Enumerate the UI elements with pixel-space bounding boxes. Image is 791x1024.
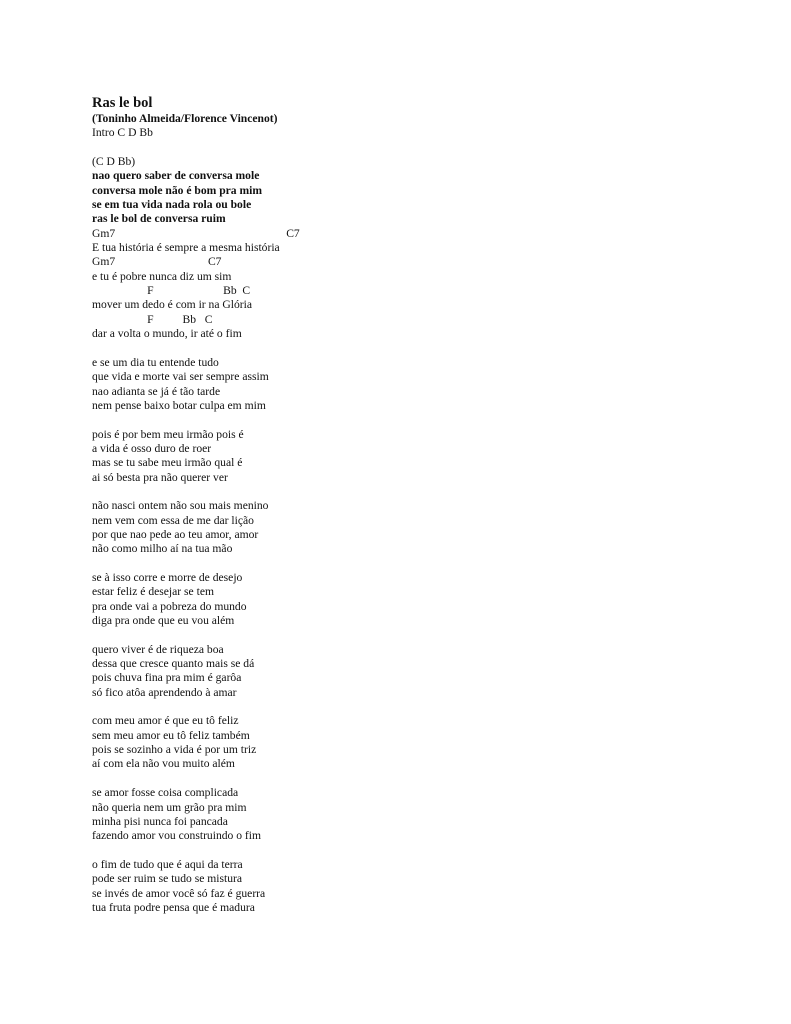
song-credits: (Toninho Almeida/Florence Vincenot) xyxy=(92,112,278,125)
lyric-line: e tu é pobre nunca diz um sim xyxy=(92,269,232,283)
lyric-line: quero viver é de riqueza boa xyxy=(92,642,224,656)
lyric-line: sem meu amor eu tô feliz também xyxy=(92,728,250,742)
lyric-line: minha pisi nunca foi pancada xyxy=(92,814,228,828)
stanza-gap xyxy=(92,844,732,858)
lyric-line: se à isso corre e morre de desejo xyxy=(92,571,243,584)
stanza xyxy=(92,356,732,413)
stanza xyxy=(92,858,732,915)
lyric-line: pois se sozinho a vida é por um triz xyxy=(92,743,257,757)
stanza xyxy=(92,786,732,843)
lyric-line: se invés de amor você só faz é guerra xyxy=(92,886,266,900)
stanza-gap xyxy=(92,557,732,571)
lyric-line: diga pra onde que eu vou além xyxy=(92,614,235,628)
lyric-line: e se um dia tu entende tudo xyxy=(92,355,219,369)
lyric-line: dessa que cresce quanto mais se dá xyxy=(92,657,255,671)
lyric-line: Gm7 C7 xyxy=(92,255,222,269)
lyric-line: não queria nem um grão pra mim xyxy=(92,800,247,814)
stanza xyxy=(92,428,732,485)
lyric-line: mas se tu sabe meu irmão qual é xyxy=(92,456,243,470)
song-sheet xyxy=(92,94,732,915)
lyric-line: (C D Bb) xyxy=(92,155,136,169)
lyric-line: não nasci ontem não sou mais menino xyxy=(92,499,269,513)
song-intro: Intro C D Bb xyxy=(92,126,153,140)
lyric-line: tua fruta podre pensa que é madura xyxy=(92,900,255,914)
lyric-line: nao quero saber de conversa mole xyxy=(92,169,260,183)
stanza-gap xyxy=(92,700,732,714)
lyric-line: aí com ela não vou muito além xyxy=(92,757,235,771)
stanza-gap xyxy=(92,772,732,786)
lyric-line: por que nao pede ao teu amor, amor xyxy=(92,527,259,541)
lyric-line: nem vem com essa de me dar lição xyxy=(92,513,254,527)
lyric-line: estar feliz é desejar se tem xyxy=(92,585,214,599)
song-title: Ras le bol xyxy=(92,95,153,111)
lyric-line: F Bb C xyxy=(92,284,251,298)
stanza-gap xyxy=(92,628,732,642)
lyrics-body xyxy=(92,155,732,915)
lyric-line: nem pense baixo botar culpa em mim xyxy=(92,398,266,412)
lyric-line: a vida é osso duro de roer xyxy=(92,441,212,455)
stanza-gap xyxy=(92,413,732,427)
stanza-gap xyxy=(92,342,732,356)
lyric-line: Gm7 C7 xyxy=(92,226,300,240)
lyric-line: mover um dedo é com ir na Glória xyxy=(92,298,253,312)
lyric-line: pode ser ruim se tudo se mistura xyxy=(92,872,243,886)
stanza-gap xyxy=(92,141,732,155)
lyric-line: com meu amor é que eu tô feliz xyxy=(92,714,239,728)
lyric-line: pois chuva fina pra mim é garôa xyxy=(92,671,242,685)
lyric-line: pra onde vai a pobreza do mundo xyxy=(92,599,247,613)
lyric-line: dar a volta o mundo, ir até o fim xyxy=(92,327,242,341)
stanza xyxy=(92,155,732,341)
stanza xyxy=(92,714,732,771)
lyric-line: só fico atôa aprendendo à amar xyxy=(92,685,237,699)
lyric-line: fazendo amor vou construindo o fim xyxy=(92,829,262,843)
lyric-line: ai só besta pra não querer ver xyxy=(92,470,228,484)
lyric-line: pois é por bem meu irmão pois é xyxy=(92,427,244,441)
stanza xyxy=(92,571,732,628)
lyric-line: F Bb C xyxy=(92,312,213,326)
lyric-line: conversa mole não é bom pra mim xyxy=(92,183,263,197)
lyric-line: nao adianta se já é tão tarde xyxy=(92,384,221,398)
lyric-line: o fim de tudo que é aqui da terra xyxy=(92,857,243,871)
stanza-gap xyxy=(92,485,732,499)
lyric-line: E tua história é sempre a mesma história xyxy=(92,241,280,255)
lyric-line: se amor fosse coisa complicada xyxy=(92,786,239,800)
stanza xyxy=(92,643,732,700)
stanza xyxy=(92,499,732,556)
lyric-line: se em tua vida nada rola ou bole xyxy=(92,198,252,212)
lyric-line: ras le bol de conversa ruim xyxy=(92,212,226,226)
lyric-line: que vida e morte vai ser sempre assim xyxy=(92,370,269,384)
lyric-line: não como milho aí na tua mão xyxy=(92,542,233,556)
